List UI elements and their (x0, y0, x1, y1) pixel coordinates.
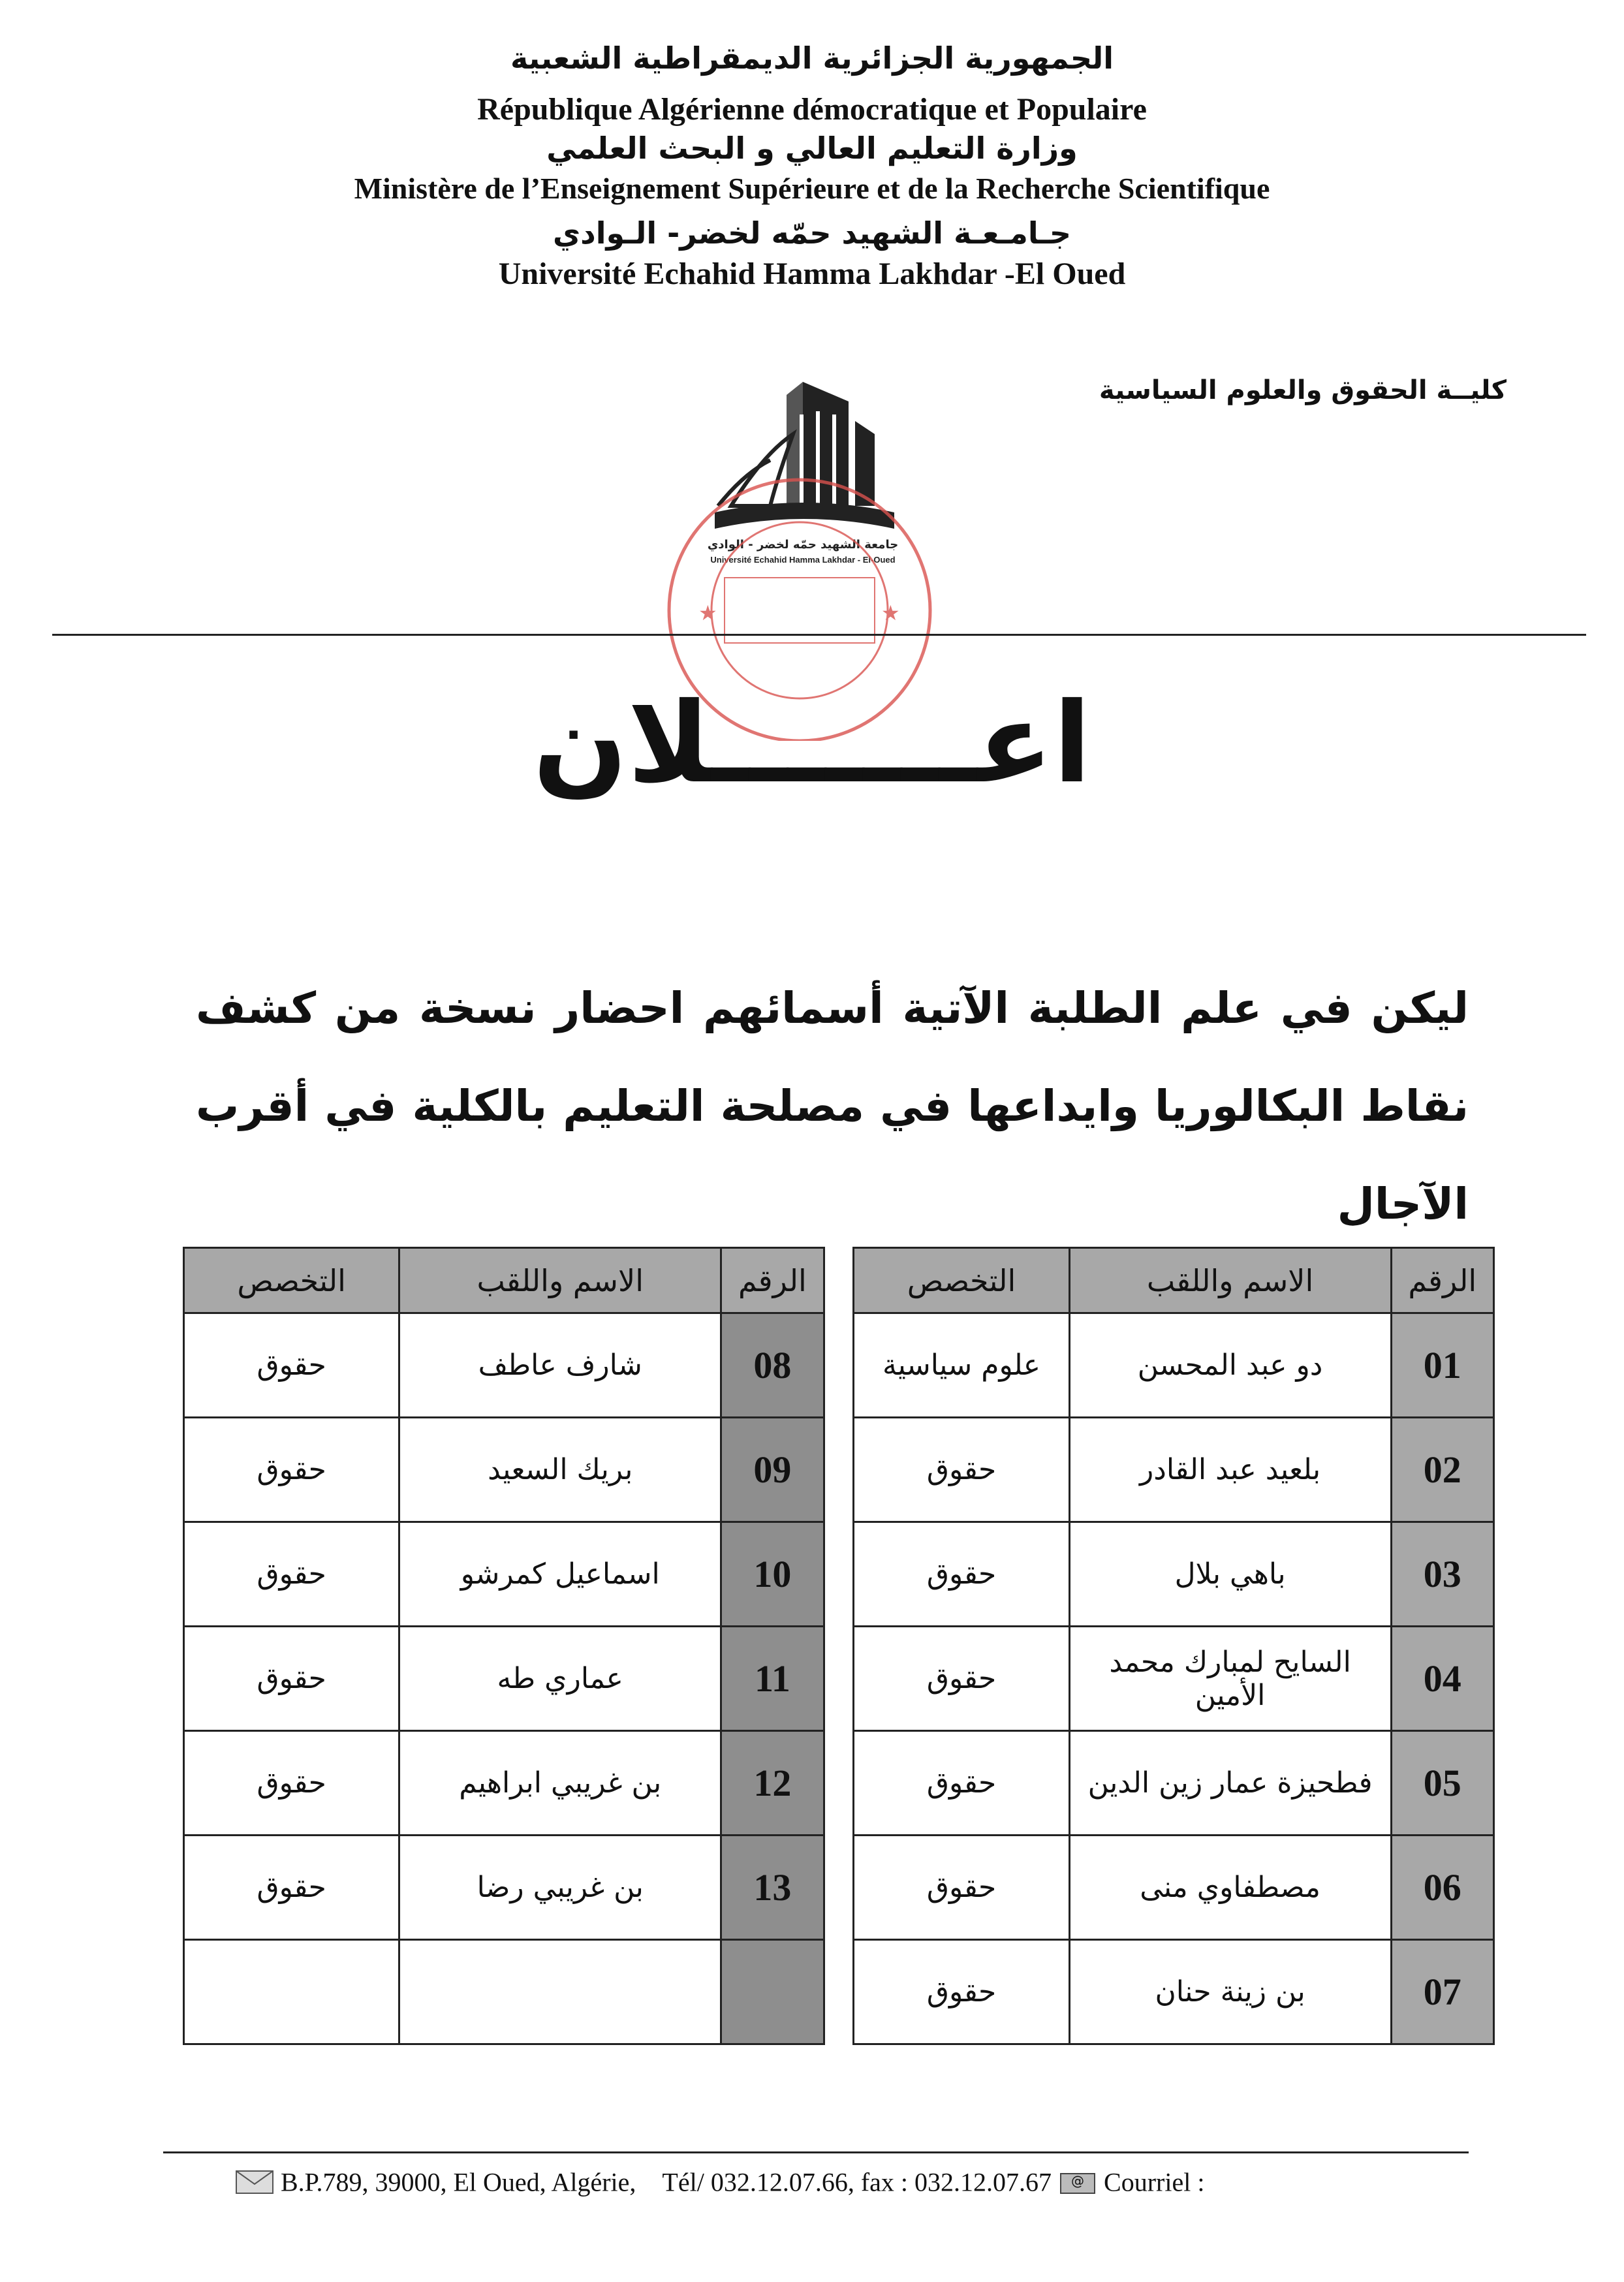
student-name: السايح لمبارك محمد الأمين (1069, 1627, 1391, 1731)
logo-caption-ar: جامعة الشهيد حمّه لخضر - الوادي (707, 538, 899, 552)
table-row (184, 1940, 1494, 2044)
student-name: بن غريبي رضا (399, 1836, 721, 1940)
column-gap (824, 1418, 854, 1522)
students-table (183, 1247, 1495, 2045)
student-num: 03 (1391, 1522, 1494, 1627)
student-name: دو عبد المحسن (1069, 1313, 1391, 1418)
student-name: اسماعيل كمرشو (399, 1522, 721, 1627)
student-spec: حقوق (184, 1731, 399, 1836)
university-name-fr: Université Echahid Hamma Lakhdar -El Oued (498, 257, 1126, 291)
student-spec: حقوق (854, 1522, 1069, 1627)
faculty-name: كليــة الحقوق والعلوم السياسية (1099, 375, 1507, 405)
student-num: 06 (1391, 1836, 1494, 1940)
student-num: 01 (1391, 1313, 1494, 1418)
footer-email-label: Courriel : (1104, 2167, 1205, 2197)
student-spec: حقوق (184, 1313, 399, 1418)
svg-text:★: ★ (881, 601, 900, 625)
header-num-right: الرقم (1391, 1248, 1494, 1313)
student-name: عماري طه (399, 1627, 721, 1731)
email-at-icon (1058, 2170, 1097, 2195)
student-name: مصطفاوي منى (1069, 1836, 1391, 1940)
header-name-left: الاسم واللقب (399, 1248, 721, 1313)
column-gap (824, 1522, 854, 1627)
student-spec: علوم سياسية (854, 1313, 1069, 1418)
student-num (721, 1940, 824, 2044)
student-num: 11 (721, 1627, 824, 1731)
header-num-left: الرقم (721, 1248, 824, 1313)
student-num: 07 (1391, 1940, 1494, 2044)
student-spec (184, 1940, 399, 2044)
student-num: 09 (721, 1418, 824, 1522)
announcement-title: اعـــــــلان (533, 679, 1091, 808)
student-num: 12 (721, 1731, 824, 1836)
column-gap (824, 1627, 854, 1731)
announcement-notice: ليكن في علم الطلبة الآتية أسمائهم احضار نسخة من كشف نقاط البكالوريا وايداعها في مصلحة التعليم بالكلية في أقرب الآجال (196, 983, 1469, 1229)
student-num: 05 (1391, 1731, 1494, 1836)
table-header-row (184, 1248, 1494, 1313)
header-name-right: الاسم واللقب (1069, 1248, 1391, 1313)
footer-contact (235, 2164, 1475, 2197)
student-num: 13 (721, 1836, 824, 1940)
column-gap (824, 1313, 854, 1418)
student-spec: حقوق (184, 1522, 399, 1627)
student-name: فطحيزة عمار زين الدين (1069, 1731, 1391, 1836)
student-spec: حقوق (854, 1627, 1069, 1731)
student-spec: حقوق (184, 1418, 399, 1522)
footer-divider (163, 2151, 1469, 2153)
student-spec: حقوق (184, 1836, 399, 1940)
table-row (184, 1627, 1494, 1731)
column-gap (824, 1731, 854, 1836)
student-num: 08 (721, 1313, 824, 1418)
column-gap (824, 1248, 854, 1313)
student-spec: حقوق (184, 1627, 399, 1731)
table-row (184, 1731, 1494, 1836)
table-row (184, 1522, 1494, 1627)
header-spec-right: التخصص (854, 1248, 1069, 1313)
student-spec: حقوق (854, 1940, 1069, 2044)
footer-address: B.P.789, 39000, El Oued, Algérie, (281, 2167, 636, 2197)
svg-text:★: ★ (698, 601, 717, 625)
column-gap (824, 1836, 854, 1940)
student-num: 02 (1391, 1418, 1494, 1522)
student-name: بن زينة حنان (1069, 1940, 1391, 2044)
republic-name-fr: République Algérienne démocratique et Populaire (477, 92, 1147, 127)
column-gap (824, 1940, 854, 2044)
university-name-ar: جـامـعـة الشهيد حمّه لخضر- الـوادي (552, 215, 1072, 251)
envelope-icon (235, 2170, 274, 2195)
student-spec: حقوق (854, 1836, 1069, 1940)
footer-phone: Tél/ 032.12.07.66, fax : 032.12.07.67 (662, 2167, 1052, 2197)
student-name: شارف عاطف (399, 1313, 721, 1418)
header-divider (52, 634, 1586, 636)
header-spec-left: التخصص (184, 1248, 399, 1313)
student-num: 10 (721, 1522, 824, 1627)
ministry-name-ar: وزارة التعليم العالي و البحث العلمي (546, 131, 1078, 166)
student-num: 04 (1391, 1627, 1494, 1731)
student-name (399, 1940, 721, 2044)
republic-name-ar: الجمهورية الجزائرية الديمقراطية الشعبية (510, 40, 1114, 76)
ministry-name-fr: Ministère de l’Enseignement Supérieure et de la Recherche Scientifique (354, 172, 1270, 205)
student-name: بلعيد عبد القادر (1069, 1418, 1391, 1522)
svg-text:@: @ (1071, 2172, 1085, 2189)
student-spec: حقوق (854, 1731, 1069, 1836)
logo-caption-fr: Université Echahid Hamma Lakhdar - El-Oued (710, 555, 896, 565)
student-spec: حقوق (854, 1418, 1069, 1522)
student-name: بريك السعيد (399, 1418, 721, 1522)
table-row (184, 1836, 1494, 1940)
table-row (184, 1418, 1494, 1522)
student-name: بن غريبي ابراهيم (399, 1731, 721, 1836)
table-row (184, 1313, 1494, 1418)
student-name: باهي بلال (1069, 1522, 1391, 1627)
